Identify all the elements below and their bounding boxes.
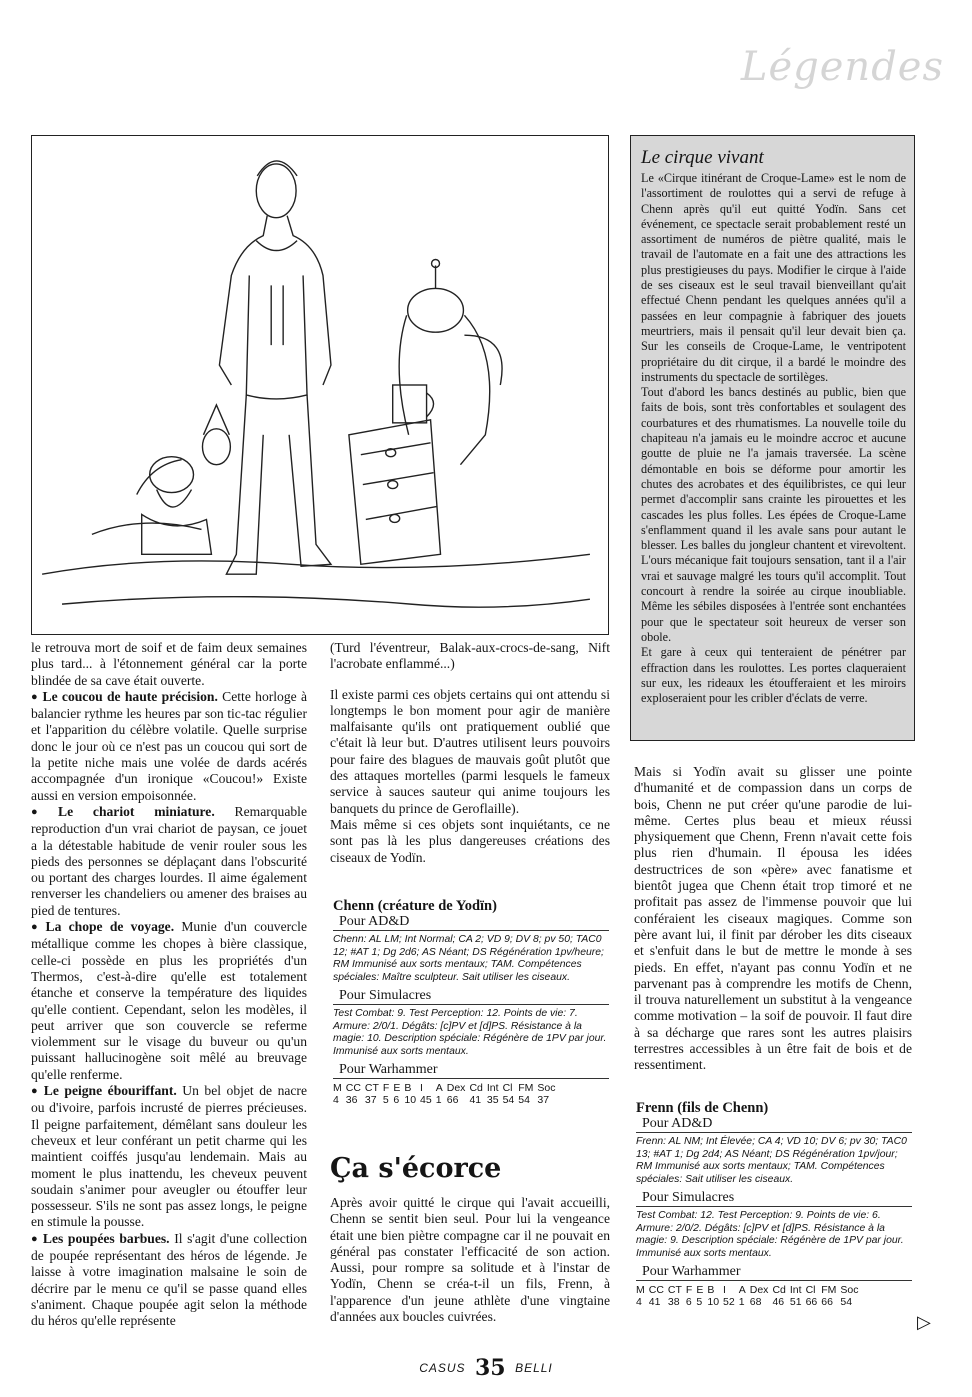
- stat-text: Test Combat: 9. Test Perception: 12. Points de vie: 7. Armure: 2/0/1. Dégâts: [c]PV et [d]PS. Résistance à la magie: 10. Description spéciale: Régénère de 1PV par jour. Immunisé aux sorts mentaux.: [333, 1008, 607, 1057]
- item-text: Il s'agit d'une collection de poupée représentant des héros de légende. Je laisse à votre imagination malsaine le soin de décrire par le menu ce qu'il se passe quand elles s'animent. Chaque poupée agit selon la méthode du héros qu'elle représente: [31, 1230, 307, 1329]
- item-text: Remarquable reproduction d'un vrai chariot de paysan, ce jouet a la détestable habitude de venir rouler sous les pieds des personnes se déplaçant dans l'obscurité ou portant des charges lourdes. Il aime également renverser les chandeliers ou amener des braises au pied de tentures.: [31, 803, 307, 918]
- table-cell: 41: [648, 1296, 661, 1308]
- section-body: [330, 1195, 610, 1325]
- table-cell: 5: [696, 1296, 703, 1308]
- table-header: Cd: [772, 1284, 786, 1296]
- column-middle: [330, 640, 610, 866]
- table-cell: 37: [537, 1094, 550, 1106]
- table-header: Soc: [537, 1082, 556, 1094]
- item-text: Munie d'un couvercle métallique comme les chopes à bière classique, celle-ci possède en plus les propriétés d'un Thermos, c'est-à-dire qu'elle est totalement étanche et conserve la température des liquides qu'elle contient. Cependant, selon les modèles, il peut arriver que son couvercle se referme violemment sur le visage du buveur ou qu'un puissant hallucinogène soit mêlé au breuvage qu'elle renferme.: [31, 919, 307, 1082]
- stat-text: Frenn: AL NM; Int Élevée; CA 4; VD 10; DV 6; pv 30; TAC0 13; #AT 1; Dg 2d4; AS Néant; DS Régénération 1pv/jour; RM Immunisé aux sorts mentaux; TAM. Compétences spéciales: Sait utiliser les ciseaux.: [636, 1136, 907, 1185]
- table-header: Int: [789, 1284, 802, 1296]
- item-title: Le peigne ébouriffant.: [43, 1083, 177, 1099]
- list-item: [31, 804, 307, 919]
- item-title: La chope de voyage.: [45, 919, 175, 935]
- list-item: [31, 689, 307, 804]
- table-header: CT: [364, 1082, 379, 1094]
- table-cell: 54: [502, 1094, 515, 1106]
- table-header: A: [435, 1082, 443, 1094]
- table-cell: 66: [805, 1296, 818, 1308]
- table-cell: 1: [435, 1094, 442, 1106]
- sidebar-paragraph: Le «Cirque itinérant de Croque-Lame» est le nom de l'assortiment de roulottes qui a servi de refuge à Chenn après qu'il eut quitté Yodïn. Sans cet événement, ce spectacle serait probablement resté un assortiment de numéros de piètre qualité, mais le travail de l'automate en a fait une des attractions les plus prestigieuses du pays. Modifier le cirque à l'aide de ses ciseaux est le seul travail bienveillant qu'ait effectué Chenn pendant les quelques années qu'il a passées en leur compagnie à fabriquer des jouets meurtriers, mais il pensait qu'il leur devait bien ça. Sur les conseils de Croque-Lame, le ventripotent propriétaire du dit cirque, il a bardé le moindre des instruments du spectacle de sortilèges.: [641, 171, 906, 384]
- table-cell: 45: [420, 1094, 432, 1106]
- stat-block-frenn: [636, 1100, 912, 1308]
- table-cell: 41: [469, 1094, 482, 1106]
- paragraph: Après avoir quitté le cirque qui l'avait accueilli, Chenn se sentit bien seul. Pour lui la vengeance était une bien piètre compagne car il ne pouvait en général pas constater l'efficacité de son action. Aussi, pour rompre sa solitude et à l'instar de Yodïn, Chenn se créa-t-il un fils, Frenn, à l'apparence d'un jeune athlète d'une vingtaine d'années aux boucles cuivrées.: [330, 1195, 610, 1325]
- stat-text: Test Combat: 12. Test Perception: 9. Points de vie: 6. Armure: 2/0/2. Dégâts: [c]PV et [d]PS. Résistance à la magie: 9. Description spéciale: Régénère de 1PV par jour. Immunisé aux sorts mentaux.: [636, 1210, 904, 1259]
- stat-text: Chenn: AL LM; Int Normal; CA 2; VD 9; DV 8; pv 50; TAC0 12; #AT 1; Dg 2d6; AS Néant; DS Régénération 1pv/heure; RM Immunisé aux sorts mentaux; TAM. Compétences spéciales: Maître sculpteur. Sait utiliser les ciseaux.: [333, 934, 604, 983]
- table-header: F: [685, 1284, 693, 1296]
- table-header: A: [738, 1284, 746, 1296]
- table-header: Cl: [805, 1284, 816, 1296]
- table-cell: 1: [738, 1296, 745, 1308]
- paragraph: Mais si Yodïn avait su glisser une pointe d'humanité et de compassion dans un corps de bois, Chenn ne put créer qu'une parodie de lui-même. Certes plus beau et mieux réussi physiquement que Chenn, Frenn n'avait cette fois plus rien d'humain. Il épousa les idées destructrices de son «père» avec fanatisme et bientôt jugea que Chenn était trop timoré et ne profitait pas assez de l'immense pouvoir que lui conféraient les ciseaux magiques. Comme son père avant lui, il finit par dérober les dits ciseaux et s'enfuit dans le but de mettre le monde à ses pieds. En effet, n'ayant pas connu Yodïn et ne parvenant pas à comprendre les motifs de Chenn, il trouva naturellement un substitut à la vengeance comme motivation – la soif de pouvoir. Il faut dire à sa décharge que rares sont les autres plaisirs terrestres accessibles à un être fait de bois et de ressentiment.: [634, 764, 912, 1073]
- table-cell: 38: [667, 1296, 680, 1308]
- system-label: Pour Simulacres: [636, 1190, 912, 1207]
- system-label: Pour AD&D: [333, 914, 609, 931]
- table-cell: 66: [446, 1094, 459, 1106]
- system-label: Pour Warhammer: [636, 1264, 912, 1281]
- table-header: FM: [518, 1082, 534, 1094]
- warhammer-table: [636, 1284, 863, 1308]
- table-cell: 68: [749, 1296, 762, 1308]
- table-row: [636, 1296, 863, 1308]
- paragraph: Il existe parmi ces objets certains qui ont attendu si longtemps le bon moment pour agir de manière malfaisante qu'ils ont pratiquement oublié que c'était là leur but. D'autres utilisent leurs pouvoirs pour faire des blagues de mauvais goût plutôt que des attaques mortelles (parmi lesquels le fameux service à sauces sauteur qui anime toujours les banquets du prince de Geroflaille).: [330, 686, 610, 816]
- sidebar-paragraph: Et gare à ceux qui tenteraient de pénétrer par effraction dans les roulottes. Les portes claqueraient sur eux, les rideaux les étoufferaient et les miroirs exploseraient pour les cribler d'éclats de verre.: [641, 645, 906, 706]
- item-text: Un bel objet de nacre ou d'ivoire, parfois incrusté de pierres précieuses. Il peigne parfaitement, démêlant sans douleur les cheveux et leur conférant un petit charme qui les maintient coiffés jusqu'au lendemain. Mais au moment le plus inattendu, les cheveux peuvent soudain s'animer pour aveugler ou étouffer leur possesseur. S'ils ne sont pas assez longs, le peigne en stimule la pousse.: [31, 1083, 307, 1230]
- table-header: B: [404, 1082, 412, 1094]
- table-header: FM: [821, 1284, 837, 1296]
- sidebar-paragraph: Tout d'abord les bancs destinés au public, bien que faits de bois, sont très confortables et soulagent des courbatures et des rhumatismes. La nouvelle toile du chapiteau n'a jamais eu le moindre accroc et aucune goutte de pluie ne l'a jamais traversée. La scène démontable en bois se déforme pour amortir les chutes des acrobates et des équilibristes, ce qui leur permet d'accomplir sans crainte les pirouettes et les cascades les plus folles. Les épées de Croque-Lame s'enflamment quand il les avale sans pour autant le blesser. Les balles du jongleur chantent et virevoltent. L'ours mécanique fait toujours sensation, tant il a l'air vrai et sauvage malgré les tours qu'il accomplit. Tout concourt à rendre la soirée au cirque inoubliable. Même les sébiles disposées à l'entrée sont enchantées pour que le spectateur soit heureux de verser son obole.: [641, 385, 906, 644]
- item-title: Le coucou de haute précision.: [42, 688, 218, 704]
- table-header: CC: [648, 1284, 664, 1296]
- sidebar-box: [630, 135, 915, 741]
- list-item: [31, 1231, 307, 1330]
- stat-block-name: Chenn (créature de Yodïn): [333, 898, 497, 914]
- table-header: Cl: [502, 1082, 513, 1094]
- table-cell: 52: [723, 1296, 735, 1308]
- table-header: Cd: [469, 1082, 483, 1094]
- illustration-drawing: [32, 136, 608, 634]
- table-cell: 10: [404, 1094, 417, 1106]
- stat-block-chenn: [333, 898, 609, 1106]
- stat-block-name: Frenn (fils de Chenn): [636, 1100, 769, 1116]
- table-cell: 54: [840, 1296, 853, 1308]
- table-cell: 5: [382, 1094, 389, 1106]
- warhammer-table: [333, 1082, 560, 1106]
- table-header: CC: [345, 1082, 361, 1094]
- column-left: [31, 640, 307, 1329]
- item-title: Les poupées barbues.: [42, 1230, 170, 1246]
- table-header: Dex: [446, 1082, 466, 1094]
- page-number: 35: [475, 1355, 506, 1381]
- table-header: M: [333, 1082, 342, 1094]
- table-cell: 46: [772, 1296, 785, 1308]
- table-row: [636, 1284, 863, 1296]
- table-header: M: [636, 1284, 645, 1296]
- item-title: Le chariot miniature.: [58, 803, 215, 819]
- next-page-arrow-icon: ▷: [917, 1312, 931, 1333]
- table-header: Int: [486, 1082, 499, 1094]
- table-header: I: [723, 1284, 726, 1296]
- table-cell: 37: [364, 1094, 377, 1106]
- paragraph: le retrouva mort de soif et de faim deux semaines plus tard... à l'étonnement général car la porte blindée de sa cave était ouverte.: [31, 640, 307, 688]
- table-header: Soc: [840, 1284, 859, 1296]
- paragraph: Mais même si ces objets sont inquiétants, ce ne sont pas là les plus dangereuses créations des ciseaux de Yodïn.: [330, 816, 610, 865]
- sidebar-title: Le cirque vivant: [641, 147, 764, 168]
- table-cell: 4: [636, 1296, 642, 1308]
- table-header: Dex: [749, 1284, 769, 1296]
- table-header: I: [420, 1082, 423, 1094]
- section-heading: Ça s'écorce: [330, 1153, 502, 1184]
- system-label: Pour AD&D: [636, 1116, 912, 1133]
- magazine-name: CASUS: [419, 1361, 466, 1375]
- list-item: [31, 919, 307, 1083]
- system-label: Pour Simulacres: [333, 988, 609, 1005]
- table-header: CT: [667, 1284, 682, 1296]
- table-cell: 36: [345, 1094, 358, 1106]
- column-right: [634, 764, 912, 1074]
- system-label: Pour Warhammer: [333, 1062, 609, 1079]
- item-text: Cette horloge à balancier rythme les heures par son tic-tac régulier et l'apparition du célèbre volatile. Quelle surprise donc le jour où ce n'est pas un coucou qui sort de la petite niche mais une volée de dards acérés accompagnée d'un ironique «Coucou!» Existe aussi en version empoisonnée.: [31, 688, 307, 803]
- magazine-name-suffix: BELLI: [515, 1361, 553, 1375]
- table-cell: 54: [518, 1094, 530, 1106]
- table-header: E: [393, 1082, 401, 1094]
- table-cell: 51: [789, 1296, 802, 1308]
- table-header: E: [696, 1284, 704, 1296]
- table-cell: 6: [685, 1296, 692, 1308]
- table-row: [333, 1094, 560, 1106]
- table-header: B: [707, 1284, 715, 1296]
- page-footer: [0, 1355, 972, 1381]
- page-section-title: Légendes: [740, 44, 944, 90]
- table-row: [333, 1082, 560, 1094]
- table-cell: 35: [486, 1094, 499, 1106]
- table-header: F: [382, 1082, 390, 1094]
- table-cell: 66: [821, 1296, 833, 1308]
- table-cell: 4: [333, 1094, 339, 1106]
- paragraph: (Turd l'éventreur, Balak-aux-crocs-de-sang, Nift l'acrobate enflammé...): [330, 640, 610, 672]
- illustration: [31, 135, 609, 635]
- table-cell: 10: [707, 1296, 720, 1308]
- list-item: [31, 1083, 307, 1231]
- table-cell: 6: [393, 1094, 400, 1106]
